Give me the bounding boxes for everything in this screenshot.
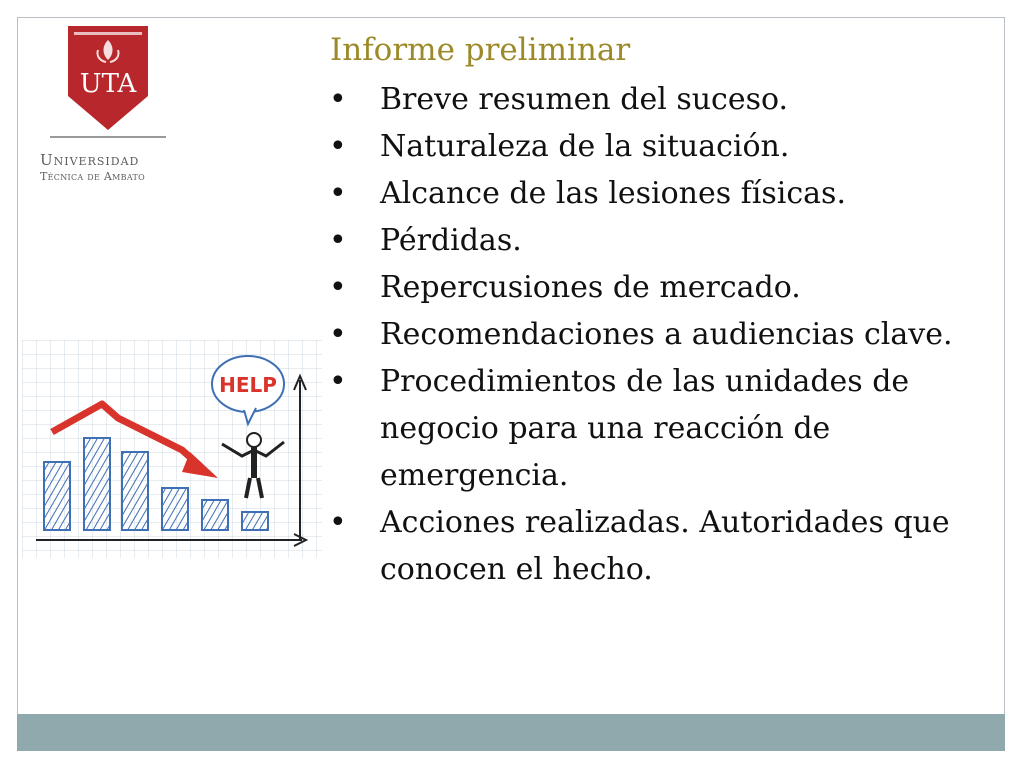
bullet-item (327, 358, 977, 499)
bullet-text: Pérdidas. (380, 223, 522, 258)
bar-6 (242, 512, 268, 530)
help-text: HELP (219, 373, 277, 397)
bar-3 (122, 452, 148, 530)
bullet-item (327, 123, 977, 170)
bullet-marker: • (329, 82, 347, 117)
bullet-marker: • (329, 364, 347, 399)
bullet-text: Repercusiones de mercado. (380, 270, 801, 305)
bar-1 (44, 462, 70, 530)
bullet-text: Naturaleza de la situación. (380, 129, 790, 164)
logo-campus-text: Técnica de Ambato (40, 170, 145, 183)
bullet-item (327, 264, 977, 311)
bullet-text: Breve resumen del suceso. (380, 82, 789, 117)
declining-chart-illustration (22, 340, 322, 558)
bullet-marker: • (329, 505, 347, 540)
bullet-item (327, 311, 977, 358)
bullet-text: Recomendaciones a audiencias clave. (380, 317, 953, 352)
slide-content (327, 28, 977, 593)
shield-emblem (68, 26, 148, 130)
shield-text: UTA (79, 69, 137, 99)
bar-2 (84, 438, 110, 530)
bullet-text: Procedimientos de las unidades de negocio para una reacción de emergencia. (380, 364, 910, 493)
logo-university-text: Universidad (40, 151, 140, 169)
bullet-list (327, 76, 977, 593)
bullet-item (327, 217, 977, 264)
logo-divider (50, 136, 166, 138)
bullet-marker: • (329, 223, 347, 258)
bullet-marker: • (329, 129, 347, 164)
bullet-item (327, 499, 977, 593)
bar-5 (202, 500, 228, 530)
bullet-item (327, 76, 977, 123)
university-logo (38, 26, 178, 196)
bullet-marker: • (329, 176, 347, 211)
bullet-text: Acciones realizadas. Autoridades que conocen el hecho. (380, 505, 950, 587)
bullet-item (327, 170, 977, 217)
bar-4 (162, 488, 188, 530)
footer-band (17, 714, 1005, 751)
bullet-marker: • (329, 270, 347, 305)
bullet-text: Alcance de las lesiones físicas. (380, 176, 846, 211)
bullet-marker: • (329, 317, 347, 352)
slide-title: Informe preliminar (330, 32, 631, 68)
